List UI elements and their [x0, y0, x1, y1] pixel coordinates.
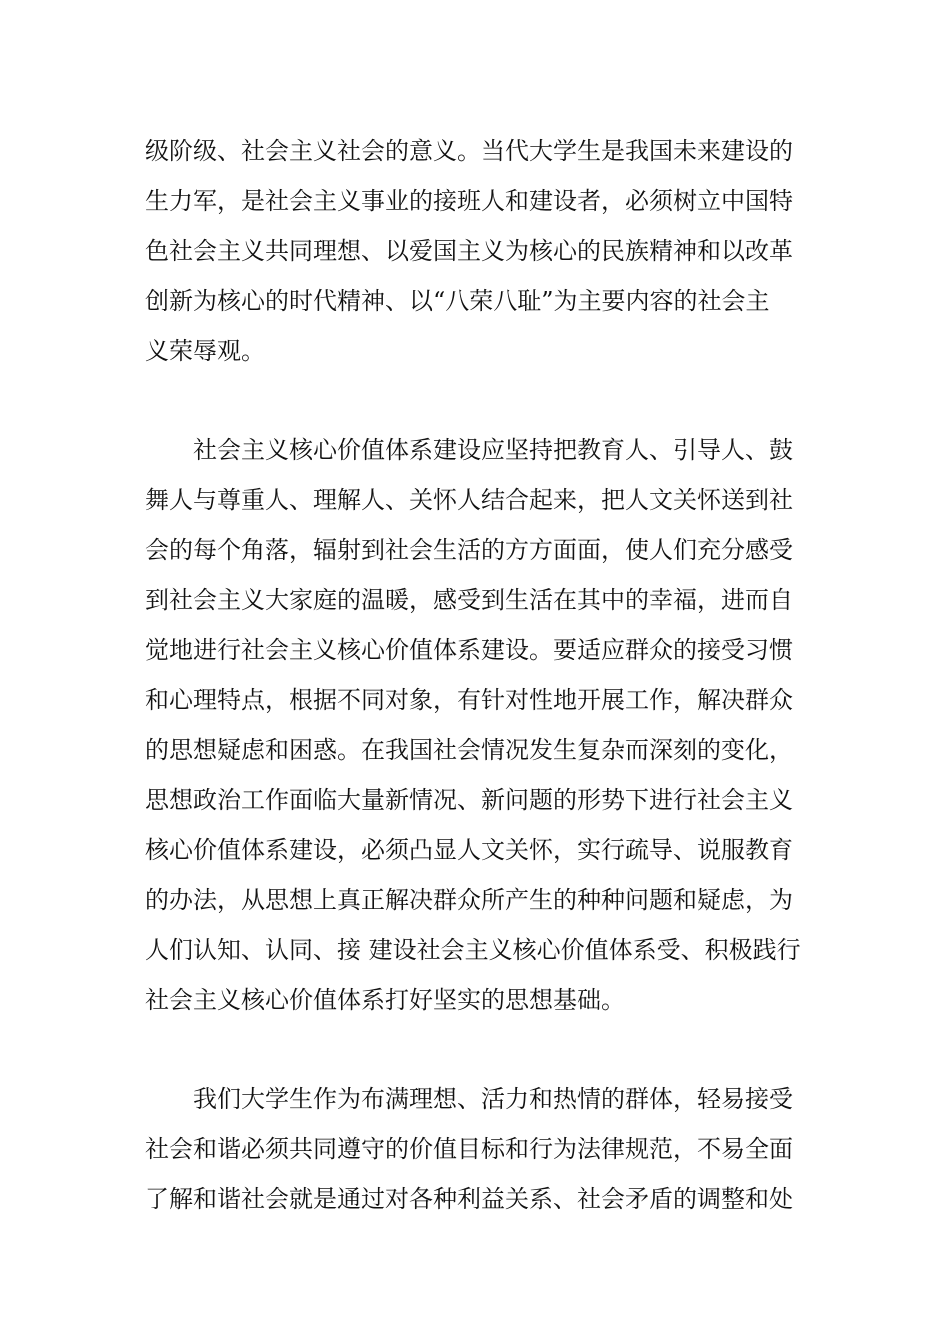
- paragraph-line: 了解和谐社会就是通过对各种利益关系、社会矛盾的调整和处: [145, 1185, 793, 1213]
- paragraph-line: 舞人与尊重人、理解人、关怀人结合起来，把人文关怀送到社: [145, 486, 793, 514]
- paragraph-line: 义荣辱观。: [145, 337, 265, 365]
- paragraph-line: 的思想疑虑和困惑。在我国社会情况发生复杂而深刻的变化，: [145, 736, 793, 764]
- paragraph-line: 核心价值体系建设，必须凸显人文关怀，实行疏导、说服教育: [145, 836, 793, 864]
- paragraph-line: 和心理特点，根据不同对象，有针对性地开展工作，解决群众: [145, 686, 793, 714]
- paragraph-line: 觉地进行社会主义核心价值体系建设。要适应群众的接受习惯: [145, 636, 793, 664]
- paragraph-line: 思想政治工作面临大量新情况、新问题的形势下进行社会主义: [145, 786, 793, 814]
- paragraph-line: 我们大学生作为布满理想、活力和热情的群体，轻易接受: [193, 1085, 793, 1113]
- paragraph-line: 社会主义核心价值体系打好坚实的思想基础。: [145, 986, 625, 1014]
- paragraph-line: 人们认知、认同、接 建设社会主义核心价值体系受、积极践行: [145, 936, 801, 964]
- paragraph-line: 会的每个角落，辐射到社会生活的方方面面，使人们充分感受: [145, 536, 793, 564]
- paragraph-line: 的办法，从思想上真正解决群众所产生的种种问题和疑虑，为: [145, 886, 793, 914]
- paragraph-line: 社会和谐必须共同遵守的价值目标和行为法律规范，不易全面: [145, 1135, 793, 1163]
- paragraph-line: 级阶级、社会主义社会的意义。当代大学生是我国未来建设的: [145, 137, 793, 165]
- paragraph-line: 生力军，是社会主义事业的接班人和建设者，必须树立中国特: [145, 187, 793, 215]
- paragraph-line: 创新为核心的时代精神、以“八荣八耻”为主要内容的社会主: [145, 287, 770, 315]
- paragraph-line: 到社会主义大家庭的温暖，感受到生活在其中的幸福，进而自: [145, 586, 793, 614]
- paragraph-line: 社会主义核心价值体系建设应坚持把教育人、引导人、鼓: [193, 436, 793, 464]
- paragraph-line: 色社会主义共同理想、以爱国主义为核心的民族精神和以改革: [145, 237, 793, 265]
